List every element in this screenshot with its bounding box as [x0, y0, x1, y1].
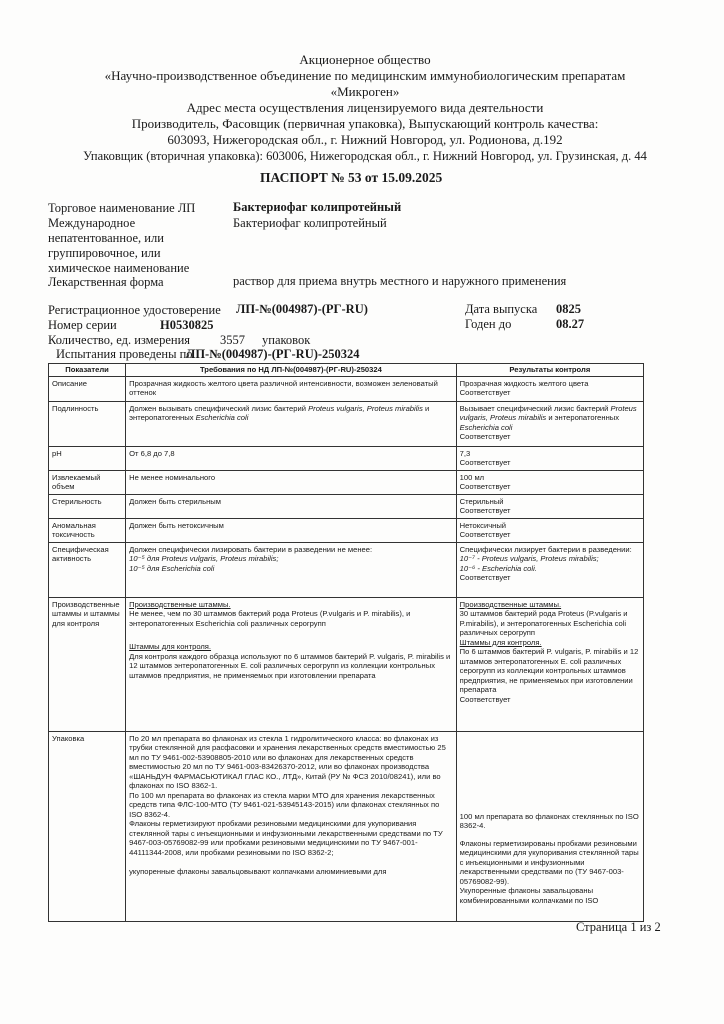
inn-label: группировочное, или — [48, 246, 161, 260]
row-result: 100 мл Соответствует — [456, 470, 643, 494]
header-line: Производитель, Фасовщик (первичная упаковка), Выпускающий контроль качества: — [131, 116, 599, 131]
row-name: Стерильность — [49, 494, 126, 518]
row-result: Вызывает специфический лизис бактерий Proteus vulgaris, Proteus mirabilis и энтеропатогенных Escherichia coli Соответствует — [456, 401, 643, 446]
table-row — [49, 446, 644, 470]
table-row — [49, 494, 644, 518]
form-label: Лекарственная форма — [48, 275, 164, 289]
header-line: Упаковщик (вторичная упаковка): 603006, Нижегородская обл., г. Нижний Новгород, ул. Грузинская, д. 44 — [83, 149, 647, 163]
row-result: Стерильный Соответствует — [456, 494, 643, 518]
row-name: Подлинность — [49, 401, 126, 446]
row-name: Аномальная токсичность — [49, 518, 126, 542]
row-name: Производственные штаммы и штаммы для контроля — [49, 597, 126, 731]
header-line: Акционерное общество — [299, 52, 431, 67]
row-name: Описание — [49, 376, 126, 401]
tests-label: Испытания проведены по — [56, 347, 193, 361]
row-requirement: Должен быть нетоксичным — [126, 518, 457, 542]
table-row — [49, 470, 644, 494]
header-line: Адрес места осуществления лицензируемого вида деятельности — [186, 100, 544, 115]
qty-value: 3557 — [220, 333, 245, 347]
row-requirement: Прозрачная жидкость желтого цвета различной интенсивности, возможен зеленоватый оттенок — [126, 376, 457, 401]
row-result: Производственные штаммы. 30 штаммов бактерий рода Proteus (P.vulgaris и P.mirabilis), и энтеропатогенных Escherichia coli различных серогрупп Штаммы для контроля. По 6 штаммов бактерий P. vulgaris, P. mirabilis и 12 штаммов энтеропатогенных E. coli различных серогрупп из коллекции контрольных штаммов предприятия, не применяемых при изготовлении препарата Соответствует — [456, 597, 643, 731]
series-label: Номер серии — [48, 318, 117, 332]
trade-name-label: Торговое наименование ЛП — [48, 201, 196, 215]
page-title: ПАСПОРТ № 53 от 15.09.2025 — [260, 170, 443, 185]
row-name: Специфическая активность — [49, 542, 126, 597]
row-requirement: Производственные штаммы. Не менее, чем по 30 штаммов бактерий рода Proteus (P.vulgaris и P. mirabilis), и энтеропатогенных Escherichia coli различных серогрупп Штаммы для контроля. Для контроля каждого образца используют по 6 штаммов бактерий P. vulgaris, P. mirabilis и 12 штаммов энтеропатогенных E. coli различных серогрупп из коллекции контрольных штаммов предприятия, не применяемых при изготовлении препарата — [126, 597, 457, 731]
row-result: 7,3 Соответствует — [456, 446, 643, 470]
row-result: Нетоксичный Соответствует — [456, 518, 643, 542]
spec-table — [48, 363, 644, 922]
qty-unit: упаковок — [262, 333, 311, 347]
header-line: 603093, Нижегородская обл., г. Нижний Новгород, ул. Родионова, д.192 — [167, 132, 563, 147]
row-name: Упаковка — [49, 731, 126, 921]
col-header: Результаты контроля — [456, 364, 643, 377]
form-value: раствор для приема внутрь местного и наружного применения — [233, 274, 567, 288]
inn-label: Международное — [48, 216, 136, 230]
reg-value: ЛП-№(004987)-(РГ-RU) — [236, 302, 368, 316]
release-value: 0825 — [556, 302, 581, 316]
row-requirement: Не менее номинального — [126, 470, 457, 494]
row-requirement: Должен быть стерильным — [126, 494, 457, 518]
series-value: Н0530825 — [160, 318, 214, 332]
table-row — [49, 542, 644, 597]
row-requirement: Должен специфически лизировать бактерии в разведении не менее: 10⁻⁵ для Proteus vulgaris, Proteus mirabilis; 10⁻⁵ для Escherichia coli — [126, 542, 457, 597]
table-row — [49, 518, 644, 542]
inn-label: химическое наименование — [48, 261, 190, 275]
header-line: «Микроген» — [330, 84, 400, 99]
table-row — [49, 731, 644, 921]
row-result: Специфически лизирует бактерии в разведении: 10⁻⁷ - Proteus vulgaris, Proteus mirabilis; 10⁻⁶ - Escherichia coli. Соответствует — [456, 542, 643, 597]
row-requirement: По 20 мл препарата во флаконах из стекла 1 гидролитического класса: во флаконах из трубки стеклянной для расфасовки и хранения лекарственных средств вместимостью 25 мл по ТУ 9461-002-53908805-2010 или во флаконах для лекарственных средств вместимостью 20 мл по ТУ 9461-003-83426370-2012, или во флаконах производства «ШАНЬДУН ФАРМАСЬЮТИКАЛ ГЛАС КО., ЛТД», Китай (РУ № ФСЗ 2010/08241), или во флаконах по ISO 8362-1. По 100 мл препарата во флаконах из стекла марки МТО для хранения лекарственных средств типа ФЛС-100-МТО (ТУ 9461-021-53945143-2015) или флаконах стеклянных по ISO 8362-4. Флаконы герметизируют пробками резиновыми медицинскими для укупоривания стеклянной тары с инъекционными и инфузионными лекарственными средствами по ТУ 9467-003-05769082-99 или пробками резиновыми медицинскими по ТУ 9467-001-44111344-2008, или пробками резиновыми по ISO 8362-2; укупоренные флаконы завальцовывают колпачками алюминиевыми для — [126, 731, 457, 921]
col-header: Требования по НД ЛП-№(004987)-(РГ-RU)-250324 — [126, 364, 457, 377]
table-row — [49, 597, 644, 731]
page-number: Страница 1 из 2 — [576, 920, 661, 934]
row-requirement: От 6,8 до 7,8 — [126, 446, 457, 470]
valid-value: 08.27 — [556, 317, 585, 331]
table-row — [49, 401, 644, 446]
release-label: Дата выпуска — [465, 302, 538, 316]
reg-label: Регистрационное удостоверение — [48, 303, 221, 317]
row-name: Извлекаемый объем — [49, 470, 126, 494]
header-line: «Научно-производственное объединение по медицинским иммунобиологическим препаратам — [104, 68, 626, 83]
table-row — [49, 376, 644, 401]
row-requirement: Должен вызывать специфический лизис бактерий Proteus vulgaris, Proteus mirabilis и энтеропатогенных Escherichia coli — [126, 401, 457, 446]
row-result: Прозрачная жидкость желтого цвета Соответствует — [456, 376, 643, 401]
inn-value: Бактериофаг колипротейный — [233, 216, 387, 230]
row-result: 100 мл препарата во флаконах стеклянных по ISO 8362-4. Флаконы герметизированы пробками резиновыми медицинскими для укупоривания стеклянной тары с инъекционными и инфузионными лекарственными средствами по (ТУ 9467-003-05769082-99). Укупоренные флаконы завальцованы комбинированными колпачками по ISO — [456, 731, 643, 921]
tests-value: ЛП-№(004987)-(РГ-RU)-250324 — [186, 347, 360, 361]
row-name: pH — [49, 446, 126, 470]
inn-label: непатентованное, или — [48, 231, 164, 245]
table-header-row — [49, 364, 644, 377]
qty-label: Количество, ед. измерения — [48, 333, 191, 347]
col-header: Показатели — [49, 364, 126, 377]
valid-label: Годен до — [465, 317, 512, 331]
trade-name-value: Бактериофаг колипротейный — [233, 200, 402, 214]
